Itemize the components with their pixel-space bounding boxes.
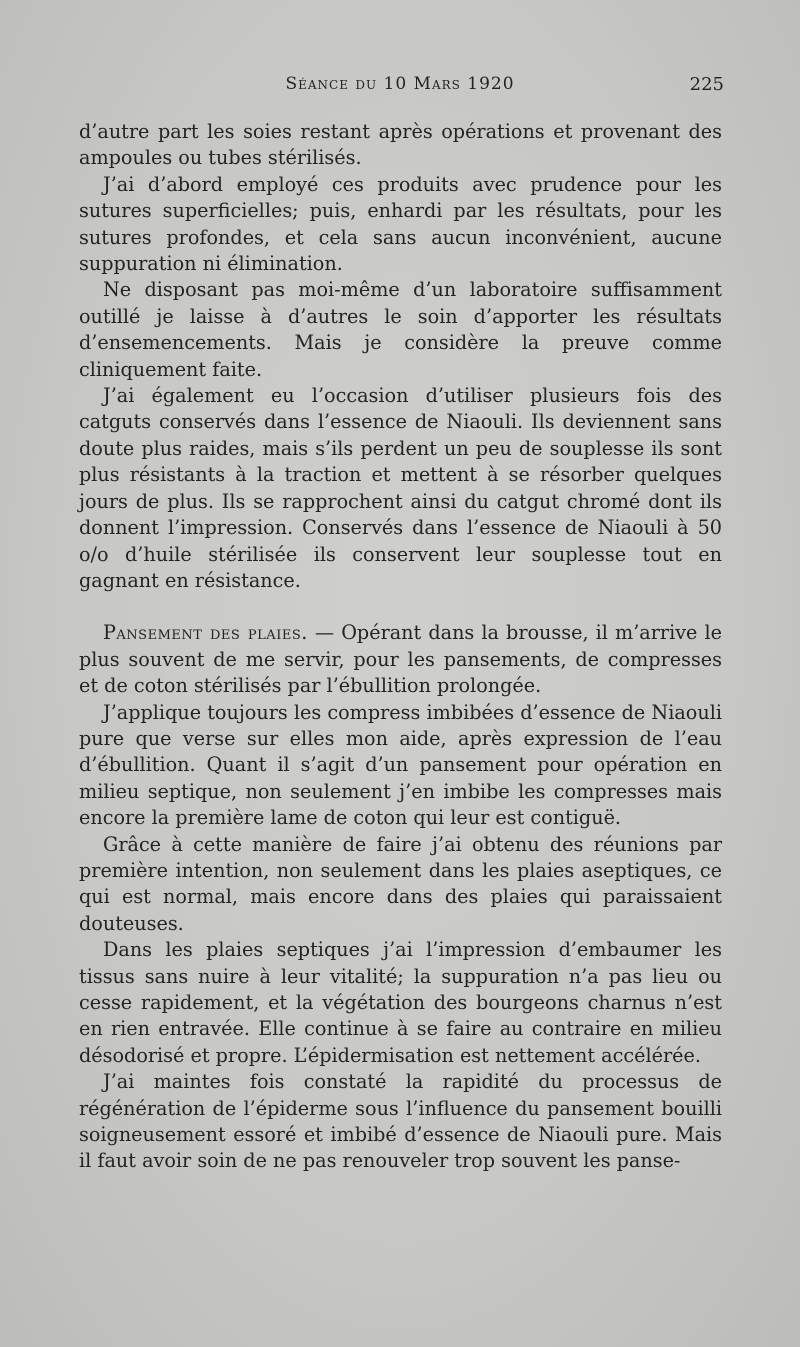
running-title: Séance du 10 Mars 1920: [285, 74, 515, 94]
page-number: 225: [689, 74, 724, 95]
paragraph: Grâce à cette manière de faire j’ai obtenu des réunions par première intention, non seulement dans les plaies aseptiques, ce qui est normal, mais encore dans des plaies qui paraissaient douteuses.: [79, 832, 722, 935]
paragraph: Dans les plaies septiques j’ai l’impression d’embaumer les tissus sans nuire à leur vitalité; la suppuration n’a pas lieu ou cesse rapidement, et la végétation des bourgeons charnus n’est en rien entravée. Elle continue à se faire au contraire en milieu désodorisé et propre. L’épidermisation est nettement accélérée.: [79, 938, 722, 1067]
section-heading: Pansement des plaies.: [103, 621, 308, 645]
paragraph: d’autre part les soies restant après opérations et provenant des ampoules ou tubes stérilisés.: [79, 120, 722, 170]
paragraph: J’ai également eu l’occasion d’utiliser plusieurs fois des catguts conservés dans l’essence de Niaouli. Ils deviennent sans doute plus raides, mais s’ils perdent un peu de souplesse ils sont plus résistants à la traction et mettent à se résorber quelques jours de plus. Ils se rapprochent ainsi du catgut chromé dont ils donnent l’impression. Conservés dans l’essence de Niaouli à 50 o/o d’huile stérilisée ils conservent leur souplesse tout en gagnant en résistance.: [79, 384, 722, 592]
paragraph: J’applique toujours les compress imbibées d’essence de Niaouli pure que verse sur elles mon aide, après expression de l’eau d’ébullition. Quant il s’agit d’un pansement pour opération en milieu septique, non seulement j’en imbibe les compresses mais encore la première lame de coton qui leur est contiguë.: [79, 700, 722, 830]
section-lead-text: — Opérant dans la brousse, il m’arrive le plus souvent de me servir, pour les pansements, de compresses et de coton stérilisés par l’ébullition prolongée.: [79, 621, 722, 698]
paragraph: J’ai maintes fois constaté la rapidité du processus de régénération de l’épiderme sous l’influence du pansement bouilli soigneusement essoré et imbibé d’essence de Niaouli pure. Mais il faut avoir soin de ne pas renouveler trop souvent les panse-: [79, 1070, 722, 1173]
page-header: [0, 74, 800, 102]
paragraph: Ne disposant pas moi-même d’un laboratoire suffisamment outillé je laisse à d’autres le soin d’apporter les résultats d’ensemencements. Mais je considère la preuve comme cliniquement faite.: [79, 278, 722, 381]
section-spacer: [79, 594, 722, 620]
section-lead-paragraph: [79, 620, 722, 699]
page-body: [79, 119, 722, 1175]
paragraph: J’ai d’abord employé ces produits avec prudence pour les sutures superficielles; puis, enhardi par les résultats, pour les sutures profondes, et cela sans aucun inconvénient, aucune suppuration ni élimination.: [79, 172, 722, 276]
